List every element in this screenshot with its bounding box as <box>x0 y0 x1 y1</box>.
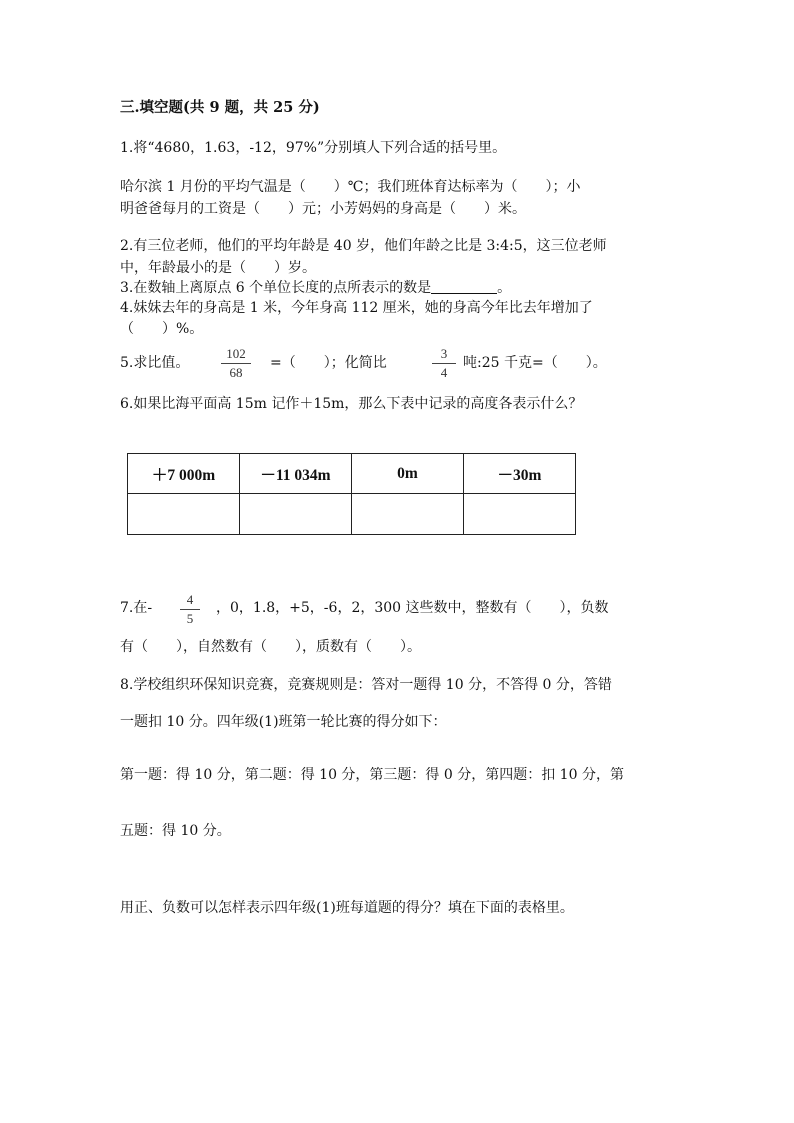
table-header-cell: －30m <box>464 454 576 494</box>
question-4-line-2: （ ）%。 <box>120 321 204 337</box>
fraction-numerator: 102 <box>226 346 246 361</box>
fraction-4-5 <box>180 592 200 627</box>
answer-blank[interactable] <box>431 279 497 294</box>
fraction-numerator: 4 <box>186 592 194 607</box>
answer-cell[interactable] <box>128 494 240 535</box>
question-1-line-1: 1.将“4680，1.63，-12，97%”分别填人下列合适的括号里。 <box>120 140 507 156</box>
fraction-bar <box>432 363 456 364</box>
question-1-line-2: 哈尔滨 1 月份的平均气温是（ ）℃；我们班体育达标率为（ ）；小 <box>120 179 581 195</box>
question-5-middle: =（ ）；化简比 <box>270 355 387 371</box>
fraction-bar <box>180 609 200 610</box>
section-title: 三.填空题(共 9 题，共 25 分) <box>120 99 320 116</box>
question-3-end: 。 <box>497 280 512 296</box>
fraction-denominator: 4 <box>440 365 448 380</box>
question-8-line-4: 五题：得 10 分。 <box>120 823 231 839</box>
question-8-line-2: 一题扣 10 分。四年级(1)班第一轮比赛的得分如下： <box>120 714 447 730</box>
fraction-102-68 <box>221 346 251 381</box>
answer-cell[interactable] <box>464 494 576 535</box>
question-2-line-2: 中，年龄最小的是（ ）岁。 <box>120 260 316 276</box>
table-header-cell: －11 034m <box>240 454 352 494</box>
fraction-denominator: 5 <box>186 611 194 626</box>
question-5-suffix: 吨:25 千克=（ ）。 <box>463 355 607 371</box>
question-8-line-3: 第一题：得 10 分，第二题：得 10 分，第三题：得 0 分，第四题：扣 10 分，第 <box>120 767 624 783</box>
question-8-line-5: 用正、负数可以怎样表示四年级(1)班每道题的得分？填在下面的表格里。 <box>120 900 574 916</box>
question-3 <box>120 278 511 298</box>
question-8-line-1: 8.学校组织环保知识竞赛，竞赛规则是：答对一题得 10 分，不答得 0 分，答错 <box>120 677 612 693</box>
question-6-text: 6.如果比海平面高 15m 记作＋15m，那么下表中记录的高度各表示什么？ <box>120 396 583 412</box>
table-header-cell: ＋7 000m <box>128 454 240 494</box>
question-2-line-1: 2.有三位老师，他们的平均年龄是 40 岁，他们年龄之比是 3:4:5，这三位老师 <box>120 238 607 254</box>
question-7-prefix: 7.在- <box>120 600 153 616</box>
question-1-line-3: 明爸爸每月的工资是（ ）元；小芳妈妈的身高是（ ）米。 <box>120 201 526 217</box>
answer-cell[interactable] <box>352 494 464 535</box>
question-4-line-1: 4.妹妹去年的身高是 1 米，今年身高 112 厘米，她的身高今年比去年增加了 <box>120 300 593 316</box>
fraction-denominator: 68 <box>229 365 243 380</box>
question-5-prefix: 5.求比值。 <box>120 355 190 371</box>
table-answer-row <box>128 494 576 535</box>
fraction-bar <box>221 363 251 364</box>
question-7-line-2: 有（ ），自然数有（ ），质数有（ ）。 <box>120 639 421 655</box>
question-7-line-1: ，0，1.8，+5，-6，2，300 这些数中，整数有（ ），负数 <box>216 600 609 616</box>
fraction-numerator: 3 <box>440 346 448 361</box>
fraction-3-4 <box>432 346 456 381</box>
question-3-text: 3.在数轴上离原点 6 个单位长度的点所表示的数是 <box>120 280 432 296</box>
table-header-cell: 0m <box>352 454 464 494</box>
heights-table <box>127 453 576 535</box>
answer-cell[interactable] <box>240 494 352 535</box>
table-header-row <box>128 454 576 494</box>
